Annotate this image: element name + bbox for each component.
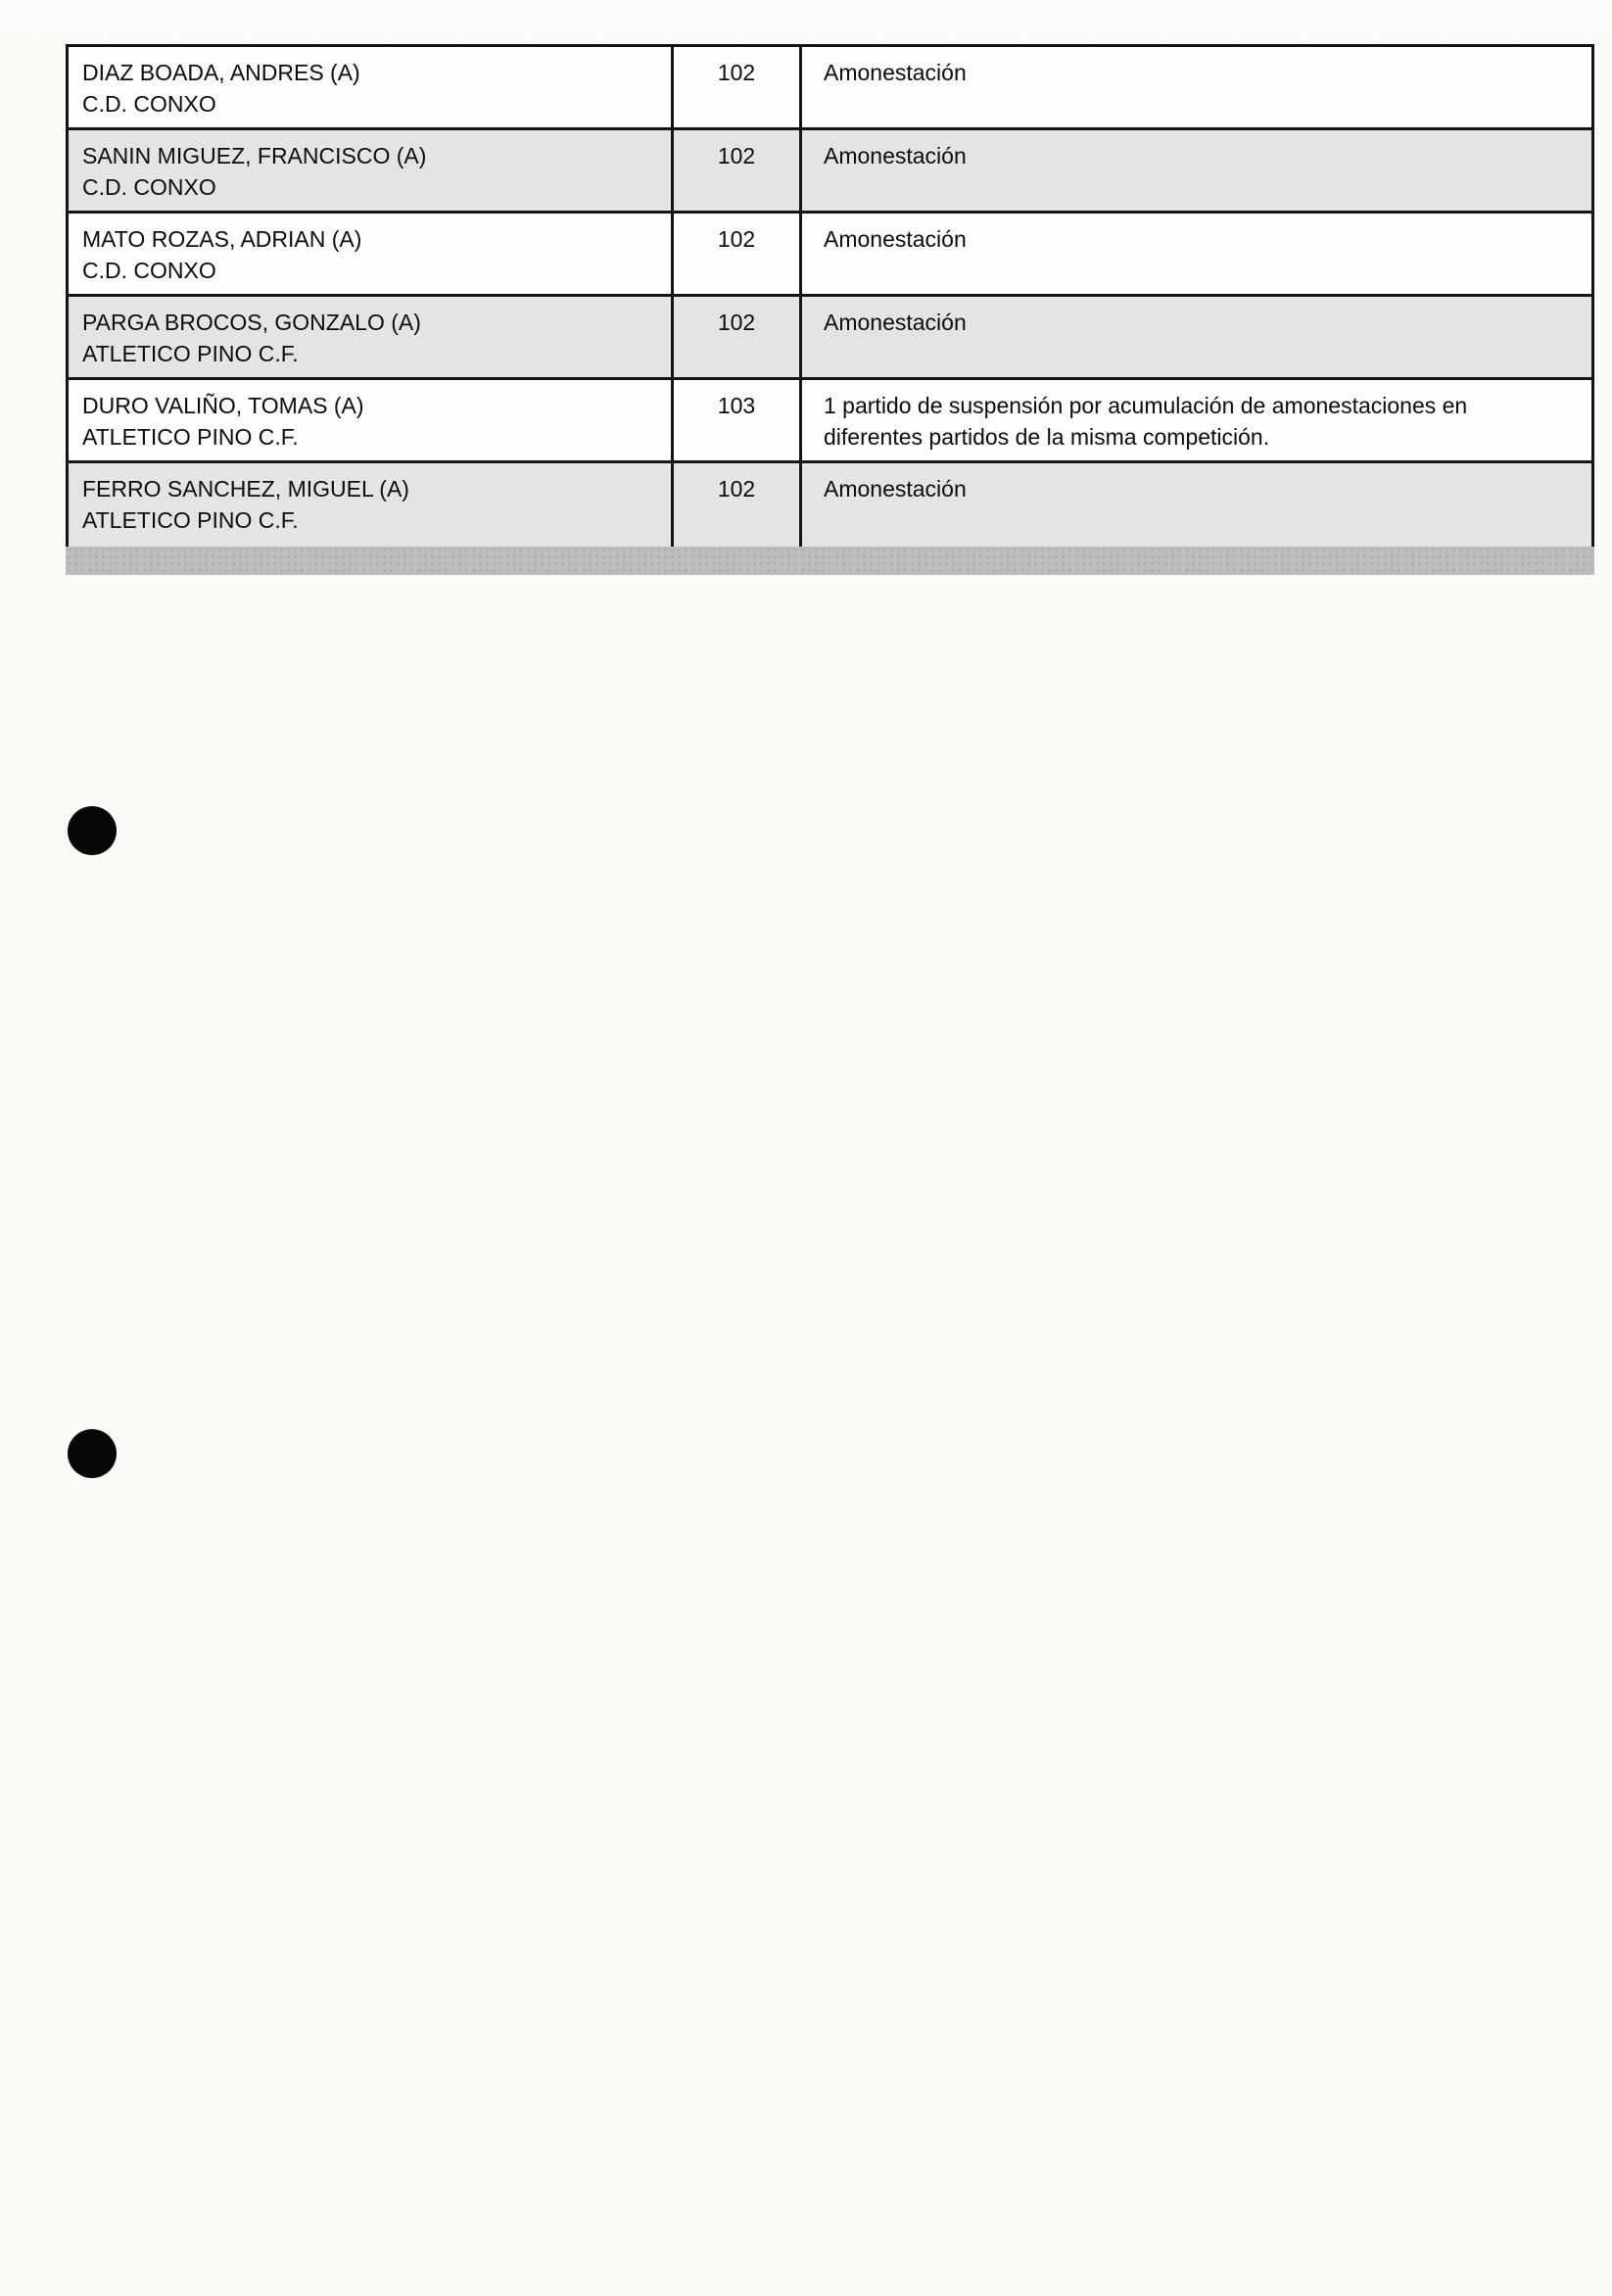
player-club: C.D. CONXO [82,258,216,283]
player-club: C.D. CONXO [82,174,216,200]
sanctions-table [66,44,1594,550]
article-cell: 102 [674,463,802,547]
player-club: ATLETICO PINO C.F. [82,341,299,366]
player-cell [69,380,674,460]
table-row [69,463,1591,547]
player-cell [69,47,674,127]
player-name: DURO VALIÑO, TOMAS (A) [82,393,364,418]
table-row [69,380,1591,463]
player-name: SANIN MIGUEZ, FRANCISCO (A) [82,143,427,168]
article-cell: 102 [674,47,802,127]
article-cell: 102 [674,214,802,294]
table-row [69,214,1591,297]
player-club: ATLETICO PINO C.F. [82,507,299,533]
table-row [69,47,1591,130]
table-row [69,297,1591,380]
sanction-cell: Amonestación [824,226,967,252]
sanction-cell: Amonestación [824,476,967,502]
table-row [69,130,1591,214]
table-footer-bar [66,547,1594,575]
player-cell [69,463,674,547]
sanction-cell: Amonestación [824,310,967,335]
scan-edge-strip [0,0,1612,33]
hole-punch-bottom [68,1429,117,1478]
hole-punch-top [68,806,117,855]
player-name: FERRO SANCHEZ, MIGUEL (A) [82,476,409,502]
player-cell [69,297,674,377]
player-cell [69,130,674,211]
player-name: MATO ROZAS, ADRIAN (A) [82,226,362,252]
player-name: DIAZ BOADA, ANDRES (A) [82,60,360,85]
sanction-cell: Amonestación [824,60,967,85]
player-name: PARGA BROCOS, GONZALO (A) [82,310,421,335]
article-cell: 102 [674,130,802,211]
sanction-cell: 1 partido de suspensión por acumulación de amonestaciones en diferentes partidos de la misma competición. [824,393,1468,450]
article-cell: 103 [674,380,802,460]
player-club: C.D. CONXO [82,91,216,117]
sanction-cell: Amonestación [824,143,967,168]
player-cell [69,214,674,294]
article-cell: 102 [674,297,802,377]
player-club: ATLETICO PINO C.F. [82,424,299,450]
